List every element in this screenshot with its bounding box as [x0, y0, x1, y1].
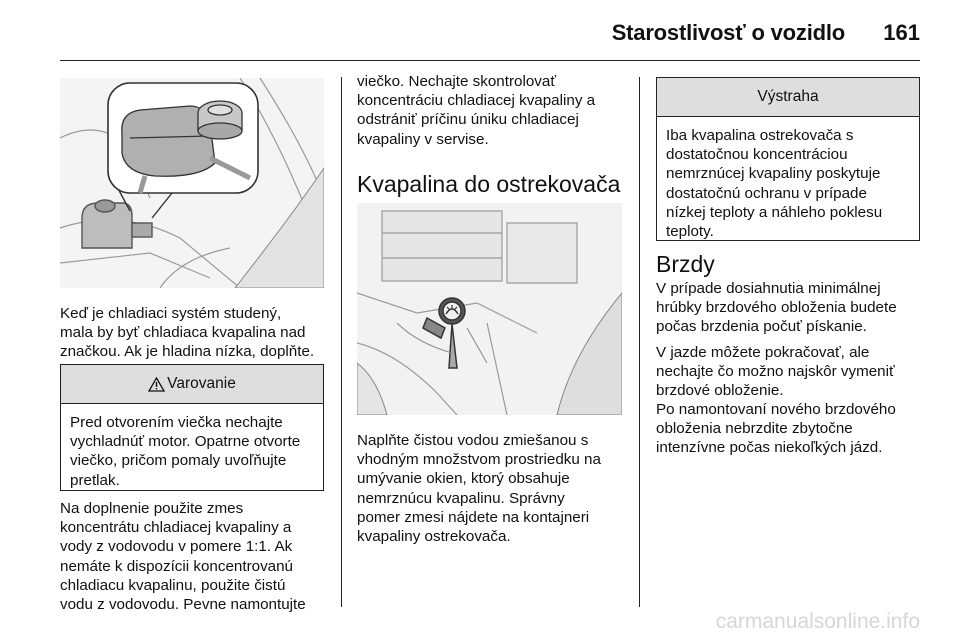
coolant-reservoir-illustration: [60, 78, 324, 288]
washer-fluid-illustration: [357, 203, 622, 415]
warning-triangle-icon: [148, 377, 165, 392]
warning-box: [60, 364, 324, 491]
column-divider-2: [639, 77, 640, 607]
caution-box-title: Výstraha: [757, 88, 819, 105]
coolant-level-paragraph: Keď je chladiaci systém studený, mala by byť chladiaca kvapalina nad značkou. Ak je hladina nízka, doplňte.: [60, 305, 315, 361]
column-divider-1: [341, 77, 342, 607]
washer-fluid-heading: Kvapalina do ostrekovača: [357, 171, 621, 197]
coolant-refill-paragraph: Na doplnenie použite zmes koncentrátu chladiacej kvapaliny a vody z vodovodu v pomere 1:1. Ak nemáte k dispozícii koncentrovanú chladiacu kvapalinu, použite čistú vodu z vodovodu. Pevne namontujte: [60, 500, 306, 614]
page-number: 161: [883, 20, 920, 45]
watermark-text: carmanualsonline.info: [715, 610, 920, 633]
caution-box-header: [657, 78, 919, 117]
coolant-continuation-paragraph: viečko. Nechajte skontrolovať koncentráciu chladiacej kvapaliny a odstrániť príčinu úniku chladiacej kvapaliny v servise.: [357, 73, 596, 148]
brakes-paragraph-2: V jazde môžete pokračovať, ale nechajte čo možno najskôr vymeniť brzdové obloženie.: [656, 344, 895, 400]
header-divider: [60, 60, 920, 61]
warning-box-body: Pred otvorením viečka nechajte vychladnúť motor. Opatrne otvorte viečko, pričom pomaly uvoľňujte pretlak.: [70, 414, 301, 489]
caution-box-body: Iba kvapalina ostrekovača s dostatočnou koncentráciou nemrznúcej kvapaliny poskytuje dostatočnú ochranu v prípade nízkej teploty a náhleho poklesu teploty.: [666, 127, 883, 241]
brakes-paragraph-1: V prípade dosiahnutia minimálnej hrúbky brzdového obloženia budete počas brzdenia počuť pískanie.: [656, 280, 897, 336]
warning-box-title: Varovanie: [167, 375, 236, 392]
brakes-paragraph-3: Po namontovaní nového brzdového obloženia nebrzdite zbytočne intenzívne počas niekoľkých jázd.: [656, 401, 896, 457]
caution-box: [656, 77, 920, 241]
brakes-heading: Brzdy: [656, 251, 715, 277]
page-header-title: Starostlivosť o vozidlo: [611, 20, 845, 45]
warning-box-header: [61, 365, 323, 404]
washer-fluid-paragraph: Naplňte čistou vodou zmiešanou s vhodným množstvom prostriedku na umývanie okien, ktorý obsahuje nemrznúcu kvapalinu. Správny pomer zmesi nájdete na kontajneri kvapaliny ostrekovača.: [357, 432, 601, 546]
